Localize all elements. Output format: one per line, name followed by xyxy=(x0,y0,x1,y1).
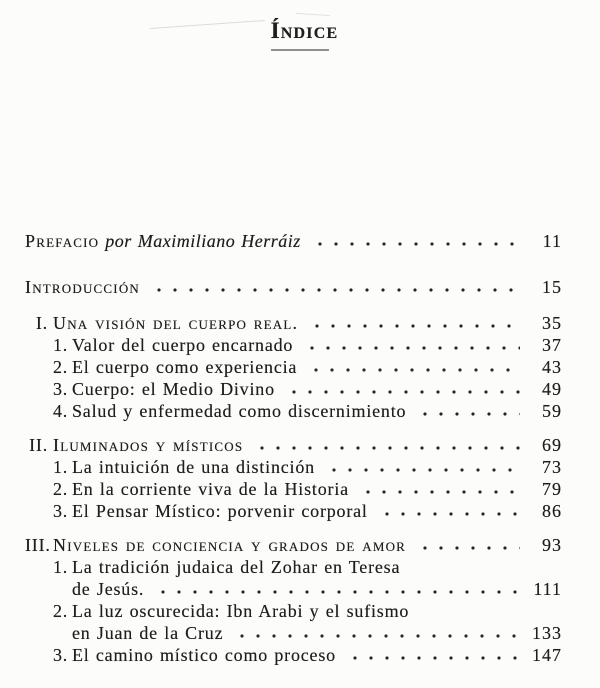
toc-entry-introduccion xyxy=(25,276,562,298)
dot-leader xyxy=(151,578,520,600)
dot-leader xyxy=(308,230,520,252)
item-number: 2. xyxy=(53,601,69,621)
item-number: 1. xyxy=(53,557,69,577)
dot-leader xyxy=(304,356,520,378)
toc-item xyxy=(25,334,562,356)
toc-section-1 xyxy=(25,312,562,334)
entry-author: por Maximiliano Herráiz xyxy=(105,231,301,251)
toc-section-3 xyxy=(25,534,562,556)
page-number: 35 xyxy=(542,313,562,333)
toc-item-continuation xyxy=(25,622,562,644)
page-number: 49 xyxy=(542,379,562,399)
item-title: Cuerpo: el Medio Divino xyxy=(72,379,275,399)
page-number: 86 xyxy=(542,501,562,521)
toc-item xyxy=(25,400,562,422)
page-number: 15 xyxy=(542,277,562,297)
dot-leader xyxy=(230,622,520,644)
dot-leader xyxy=(375,500,520,522)
item-title: La luz oscurecida: Ibn Arabi y el sufismo xyxy=(72,601,410,621)
item-number: 4. xyxy=(53,401,69,421)
dot-leader xyxy=(147,276,520,298)
page-number: 37 xyxy=(542,335,562,355)
page-number: 59 xyxy=(542,401,562,421)
item-title: El Pensar Místico: porvenir corporal xyxy=(72,501,368,521)
section-numeral: I. xyxy=(35,313,48,333)
page-number: 147 xyxy=(532,645,562,665)
page-number: 73 xyxy=(542,457,562,477)
dot-leader xyxy=(413,534,520,556)
toc-item xyxy=(25,644,562,666)
dot-leader xyxy=(343,644,520,666)
toc-section-2 xyxy=(25,434,562,456)
item-number: 1. xyxy=(53,457,69,477)
entry-label: Introducción xyxy=(25,277,141,297)
item-title: La intuición de una distinción xyxy=(72,457,315,477)
item-number: 3. xyxy=(53,379,69,399)
page-title: Índice xyxy=(270,18,339,43)
item-title-continued: en Juan de la Cruz xyxy=(72,623,224,643)
dot-leader xyxy=(413,400,520,422)
page-number: 93 xyxy=(542,535,562,555)
section-numeral: II. xyxy=(29,435,48,455)
page-number: 11 xyxy=(542,231,562,251)
toc-entry-prefacio xyxy=(25,230,562,252)
title-block xyxy=(0,18,600,51)
dot-leader xyxy=(322,456,520,478)
item-number: 3. xyxy=(53,645,69,665)
page-number: 133 xyxy=(532,623,562,643)
toc-item xyxy=(25,600,562,622)
toc-item xyxy=(25,356,562,378)
section-title: Una visión del cuerpo real. xyxy=(53,313,299,333)
section-title: Iluminados y místicos xyxy=(53,435,244,455)
item-number: 2. xyxy=(53,479,69,499)
page-number: 69 xyxy=(542,435,562,455)
toc-item xyxy=(25,378,562,400)
item-title: Salud y enfermedad como discernimiento xyxy=(72,401,407,421)
item-number: 3. xyxy=(53,501,69,521)
page-number: 43 xyxy=(542,357,562,377)
section-numeral: III. xyxy=(25,535,51,555)
item-title-continued: de Jesús. xyxy=(72,579,145,599)
item-number: 2. xyxy=(53,357,69,377)
page-number: 111 xyxy=(533,579,562,599)
item-title: Valor del cuerpo encarnado xyxy=(72,335,294,355)
item-title: En la corriente viva de la Historia xyxy=(72,479,349,499)
entry-label: Prefacio xyxy=(25,231,100,251)
toc-item xyxy=(25,478,562,500)
dot-leader xyxy=(282,378,520,400)
title-rule xyxy=(271,49,329,51)
item-title: La tradición judaica del Zohar en Teresa xyxy=(72,557,401,577)
toc-item xyxy=(25,500,562,522)
item-title: El camino místico como proceso xyxy=(72,645,336,665)
toc-item xyxy=(25,556,562,578)
item-number: 1. xyxy=(53,335,69,355)
toc-item xyxy=(25,456,562,478)
dot-leader xyxy=(300,334,520,356)
table-of-contents xyxy=(25,230,562,666)
dot-leader xyxy=(305,312,520,334)
toc-item-continuation xyxy=(25,578,562,600)
scan-scratch-artifact xyxy=(296,13,330,16)
item-title: El cuerpo como experiencia xyxy=(72,357,298,377)
section-title: Niveles de conciencia y grados de amor xyxy=(53,535,407,555)
page-number: 79 xyxy=(542,479,562,499)
dot-leader xyxy=(250,434,520,456)
dot-leader xyxy=(356,478,520,500)
